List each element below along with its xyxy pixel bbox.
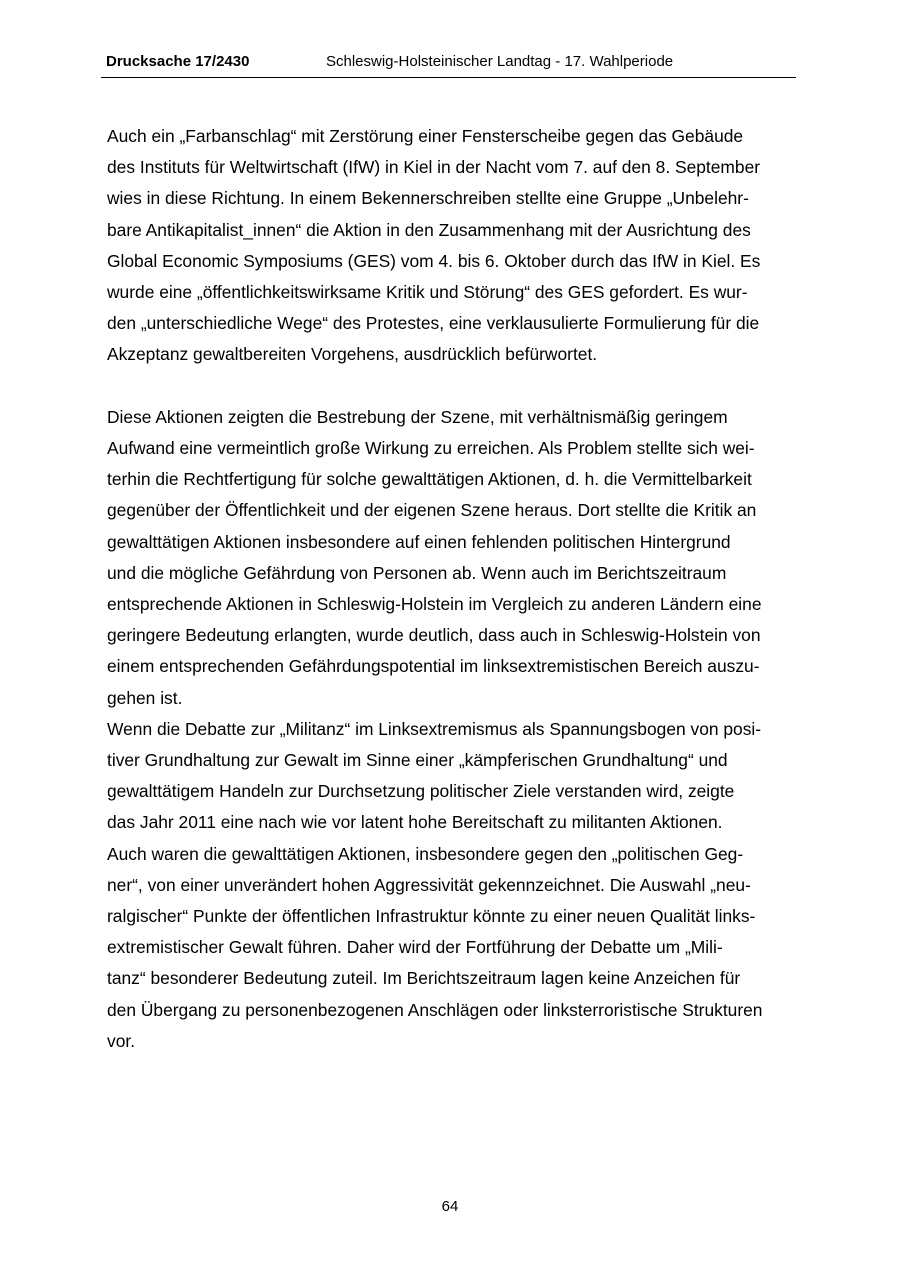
main-text: [107, 121, 793, 1057]
paragraph-2: [107, 402, 793, 714]
text-line: und die mögliche Gefährdung von Personen ab. Wenn auch im Berichtszeitraum: [107, 562, 727, 583]
page-header: [101, 52, 796, 78]
text-line: Global Economic Symposiums (GES) vom 4. bis 6. Oktober durch das IfW in Kiel. Es: [107, 250, 761, 271]
text-line: Auch ein „Farbanschlag“ mit Zerstörung einer Fensterscheibe gegen das Gebäude: [107, 126, 744, 146]
document-title: Schleswig-Holsteinischer Landtag - 17. Wahlperiode: [326, 53, 674, 70]
text-line: gegenüber der Öffentlichkeit und der eigenen Szene heraus. Dort stellte die Kritik an: [107, 500, 757, 521]
text-line: entsprechende Aktionen in Schleswig-Holstein im Vergleich zu anderen Ländern eine: [107, 594, 762, 615]
text-line: gewalttätigem Handeln zur Durchsetzung politischer Ziele verstanden wird, zeigte: [107, 781, 735, 802]
text-line: tiver Grundhaltung zur Gewalt im Sinne einer „kämpferischen Grundhaltung“ und: [107, 750, 728, 771]
paragraph-3: [107, 714, 793, 1057]
text-line: ralgischer“ Punkte der öffentlichen Infrastruktur könnte zu einer neuen Qualität links-: [107, 906, 756, 927]
text-line: des Instituts für Weltwirtschaft (IfW) in Kiel in der Nacht vom 7. auf den 8. September: [107, 157, 761, 178]
text-line: Akzeptanz gewaltbereiten Vorgehens, ausdrücklich befürwortet.: [107, 344, 598, 365]
text-line: vor.: [107, 1030, 136, 1051]
text-line: wies in diese Richtung. In einem Bekennerschreiben stellte eine Gruppe „Unbelehr-: [107, 188, 749, 209]
text-line: terhin die Rechtfertigung für solche gewalttätigen Aktionen, d. h. die Vermittelbarkeit: [107, 469, 752, 490]
text-line: gehen ist.: [107, 687, 183, 708]
text-line: einem entsprechenden Gefährdungspotential im linksextremistischen Bereich auszu-: [107, 656, 760, 677]
text-line: Aufwand eine vermeintlich große Wirkung zu erreichen. Als Problem stellte sich wei-: [107, 438, 755, 459]
text-line: gewalttätigen Aktionen insbesondere auf einen fehlenden politischen Hintergrund: [107, 531, 731, 552]
text-line: den „unterschiedliche Wege“ des Protestes, eine verklausulierte Formulierung für die: [107, 313, 760, 334]
page-number: 64: [441, 1198, 459, 1215]
text-line: geringere Bedeutung erlangten, wurde deutlich, dass auch in Schleswig-Holstein von: [107, 625, 761, 646]
text-line: den Übergang zu personenbezogenen Anschlägen oder linksterroristische Strukturen: [107, 999, 763, 1020]
paragraph-1: [107, 121, 793, 371]
text-line: extremistischer Gewalt führen. Daher wird der Fortführung der Debatte um „Mili-: [107, 937, 723, 958]
text-line: Auch waren die gewalttätigen Aktionen, insbesondere gegen den „politischen Geg-: [107, 843, 744, 864]
text-line: Wenn die Debatte zur „Militanz“ im Linksextremismus als Spannungsbogen von posi-: [107, 718, 762, 739]
text-line: bare Antikapitalist_innen“ die Aktion in den Zusammenhang mit der Ausrichtung des: [107, 219, 751, 240]
text-line: tanz“ besonderer Bedeutung zuteil. Im Berichtszeitraum lagen keine Anzeichen für: [107, 968, 741, 989]
document-number: Drucksache 17/2430: [106, 53, 250, 70]
paragraph-spacer: [107, 371, 793, 402]
text-line: Diese Aktionen zeigten die Bestrebung der Szene, mit verhältnismäßig geringem: [107, 406, 728, 427]
text-line: wurde eine „öffentlichkeitswirksame Kritik und Störung“ des GES gefordert. Es wur-: [107, 282, 748, 303]
text-line: das Jahr 2011 eine nach wie vor latent hohe Bereitschaft zu militanten Aktionen.: [107, 812, 723, 833]
text-line: ner“, von einer unverändert hohen Aggressivität gekennzeichnet. Die Auswahl „neu-: [107, 874, 751, 895]
